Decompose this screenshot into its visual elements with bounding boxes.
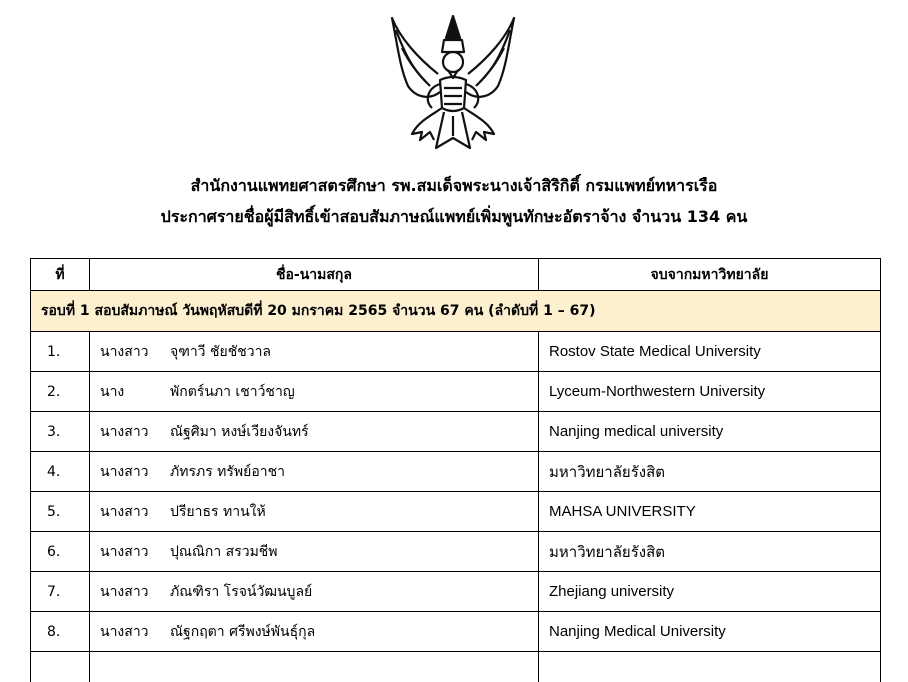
- table-row-partial: [31, 652, 881, 682]
- table-row: [31, 412, 881, 452]
- row-name: ณัฐศิมา หงษ์เวียงจันทร์: [170, 423, 309, 440]
- column-header-name: ชื่อ-นามสกุล: [90, 259, 539, 291]
- row-number: 7.: [31, 572, 90, 612]
- row-name: ปรียาธร ทานให้: [170, 503, 266, 520]
- candidate-table: [30, 258, 881, 682]
- row-university: Zhejiang university: [539, 572, 881, 612]
- row-university: Rostov State Medical University: [539, 332, 881, 372]
- row-fullname: [90, 332, 539, 372]
- row-title: นางสาว: [100, 543, 149, 560]
- row-university: Nanjing Medical University: [539, 612, 881, 652]
- row-number: 4.: [31, 452, 90, 492]
- row-number: 2.: [31, 372, 90, 412]
- table-row: [31, 492, 881, 532]
- row-university: Lyceum-Northwestern University: [539, 372, 881, 412]
- row-fullname: [90, 412, 539, 452]
- row-fullname: [90, 612, 539, 652]
- row-university: MAHSA UNIVERSITY: [539, 492, 881, 532]
- row-name: จุฑาวี ชัยชัชวาล: [170, 343, 272, 360]
- table-row: [31, 612, 881, 652]
- table-row: [31, 372, 881, 412]
- row-title: นางสาว: [100, 503, 149, 520]
- row-fullname: [90, 452, 539, 492]
- row-title: นางสาว: [100, 583, 149, 600]
- row-university-empty: [539, 652, 881, 682]
- round-label: รอบที่ 1 สอบสัมภาษณ์ วันพฤหัสบดีที่ 20 มกราคม 2565 จำนวน 67 คน (ลำดับที่ 1 – 67): [31, 291, 881, 332]
- row-number: 5.: [31, 492, 90, 532]
- table-row: [31, 532, 881, 572]
- row-name: ภัทรภร ทรัพย์อาชา: [170, 463, 285, 480]
- row-university: Nanjing medical university: [539, 412, 881, 452]
- row-fullname: [90, 492, 539, 532]
- row-fullname: [90, 532, 539, 572]
- row-name: ภัณฑิรา โรจน์วัฒนบูลย์: [170, 583, 313, 600]
- round-row: [31, 291, 881, 332]
- header-line-2: ประกาศรายชื่อผู้มีสิทธิ์เข้าสอบสัมภาษณ์แพทย์เพิ่มพูนทักษะอัตราจ้าง จำนวน 134 คน: [160, 207, 748, 226]
- row-university: มหาวิทยาลัยรังสิต: [539, 452, 881, 492]
- row-university: มหาวิทยาลัยรังสิต: [539, 532, 881, 572]
- table-header-row: [31, 259, 881, 291]
- table-row: [31, 452, 881, 492]
- row-number: 8.: [31, 612, 90, 652]
- row-title: นาง: [100, 383, 125, 400]
- table-row: [31, 332, 881, 372]
- row-title: นางสาว: [100, 423, 149, 440]
- row-number: 1.: [31, 332, 90, 372]
- row-number: 6.: [31, 532, 90, 572]
- row-fullname: [90, 572, 539, 612]
- column-header-number: ที่: [31, 259, 90, 291]
- row-number-empty: [31, 652, 90, 682]
- row-name: ณัฐกฤตา ศรีพงษ์พันธุ์กุล: [170, 623, 316, 640]
- row-title: นางสาว: [100, 343, 149, 360]
- row-title: นางสาว: [100, 463, 149, 480]
- row-fullname: [90, 372, 539, 412]
- column-header-university: จบจากมหาวิทยาลัย: [539, 259, 881, 291]
- table-row: [31, 572, 881, 612]
- garuda-emblem: [378, 8, 528, 158]
- row-number: 3.: [31, 412, 90, 452]
- header-line-1: สำนักงานแพทยศาสตรศึกษา รพ.สมเด็จพระนางเจ้าสิริกิติ์ กรมแพทย์ทหารเรือ: [190, 176, 718, 195]
- row-title: นางสาว: [100, 623, 149, 640]
- row-name: พักตร์นภา เชาว์ชาญ: [170, 383, 295, 400]
- row-fullname-empty: [90, 652, 539, 682]
- row-name: ปุณณิกา สรวมชีพ: [170, 543, 278, 560]
